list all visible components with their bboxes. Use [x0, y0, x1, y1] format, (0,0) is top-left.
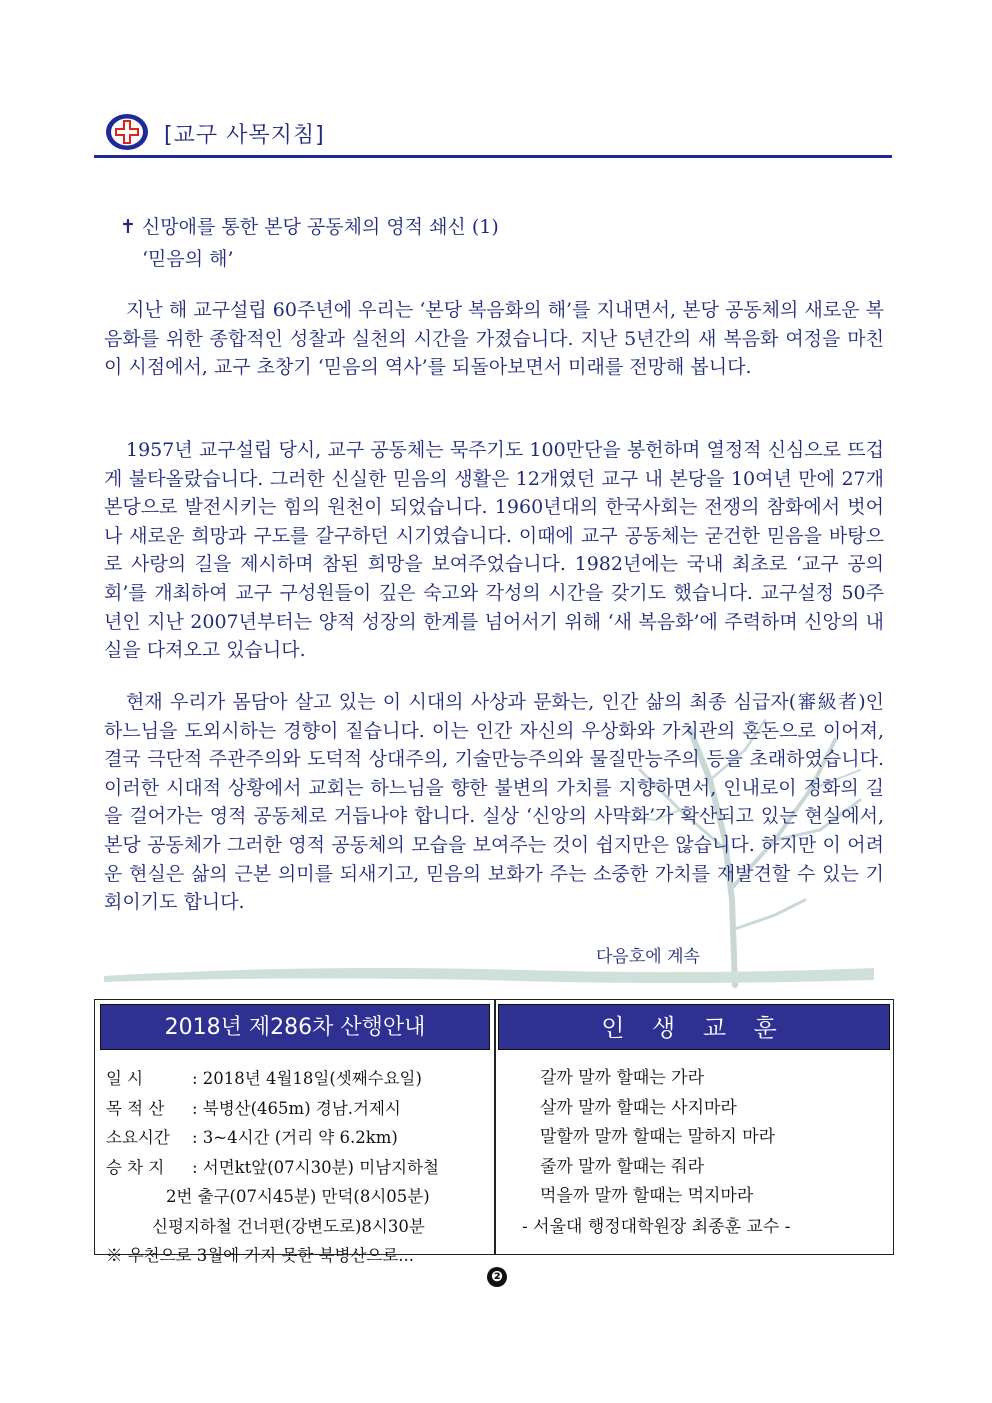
continued-note: 다음호에 계속: [596, 947, 700, 967]
hike-extra-line: 2번 출구(07시45분) 만덕(8시05분): [166, 1187, 430, 1206]
cross-icon: ✝: [120, 216, 136, 238]
lesson-line: 말할까 말까 할때는 말하지 마라: [540, 1127, 776, 1147]
article-paragraph-1: 지난 해 교구설립 60주년에 우리는 ‘본당 복음화의 해’를 지내면서, 본당 공동체의 새로운 복음화를 위한 종합적인 성찰과 실천의 시간을 가졌습니다. 지난 5년간의 새 복음화 여정을 마친 이 시점에서, 교구 초창기 ‘믿음의 역사’를 되돌아보면서 미래를 전망해 봅니다.: [104, 299, 884, 379]
article-subtitle: ‘믿음의 해’: [142, 248, 234, 270]
hike-banner: 2018년 제286차 산행안내: [100, 1004, 490, 1050]
hike-row-label: 소요시간: [106, 1128, 170, 1147]
hike-row-value: : 3~4시간 (거리 약 6.2km): [192, 1128, 398, 1147]
lesson-banner: 인 생 교 훈: [498, 1004, 890, 1050]
hike-row: [106, 1064, 488, 1094]
lesson-lines: [540, 1064, 775, 1212]
lesson-author: - 서울대 행정대학원장 최종훈 교수 -: [522, 1217, 791, 1237]
ground-decoration: [104, 962, 874, 986]
hike-row-label: 승 차 지: [106, 1157, 165, 1177]
hike-row-label: 목 적 산: [106, 1098, 165, 1118]
lesson-line: 살까 말까 할때는 사지마라: [540, 1097, 737, 1118]
lesson-line: 먹을까 말까 할때는 먹지마라: [540, 1186, 754, 1206]
lesson-line: 줄까 말까 할때는 줘라: [540, 1156, 705, 1177]
article-title: [120, 212, 499, 239]
hike-extra-line: 신평지하철 건너편(강변도로)8시30분: [152, 1216, 425, 1236]
page-header: [104, 112, 892, 158]
article-paragraph-3: 현재 우리가 몸담아 살고 있는 이 시대의 사상과 문화는, 인간 삶의 최종 심급자(審級者)인 하느님을 도외시하는 경향이 짙습니다. 이는 인간 자신의 우상화와 가치관의 혼돈으로 이어져, 결국 극단적 주관주의와 도덕적 상대주의, 기술만능주의와 물질만능주의 등을 초래하였습니다. 이러한 시대적 상황에서 교회는 하느님을 향한 불변의 가치를 지향하면서, 인내로이 정화의 길을 걸어가는 영적 공동체로 거듭나야 합니다. 실상 ‘신앙의 사막화’가 확산되고 있는 현실에서, 본당 공동체가 그러한 영적 공동체의 모습을 보여주는 것이 쉽지만은 않습니다. 하지만 이 어려운 현실은 삶의 근본 의미를 되새기고, 믿음의 보화가 주는 소중한 가치를 재발견할 수 있는 기회이기도 합니다.: [104, 691, 884, 914]
info-box-divider: [494, 999, 496, 1255]
hike-row: [106, 1123, 488, 1153]
page-number: ❷: [487, 1267, 507, 1287]
hike-row: [106, 1094, 488, 1124]
lesson-line: 갈까 말까 할때는 가라: [540, 1068, 705, 1088]
article-paragraph-2: 1957년 교구설립 당시, 교구 공동체는 묵주기도 100만단을 봉헌하며 열정적 신심으로 뜨겁게 불타올랐습니다. 그러한 신실한 믿음의 생활은 12개였던 교구 내 본당을 10여년 만에 27개 본당으로 발전시키는 힘의 원천이 되었습니다. 1960년대의 한국사회는 전쟁의 참화에서 벗어나 새로운 희망과 구도를 갈구하던 시기였습니다. 이때에 교구 공동체는 굳건한 믿음을 바탕으로 사랑의 길을 제시하며 참된 희망을 보여주었습니다. 1982년에는 국내 최초로 ‘교구 공의회’를 개최하여 교구 구성원들이 깊은 숙고와 각성의 시간을 갖기도 했습니다. 교구설정 50주년인 지난 2007년부터는 양적 성장의 한계를 넘어서기 위해 ‘새 복음화’에 주력하며 신앙의 내실을 다져오고 있습니다.: [104, 439, 884, 662]
hike-row: [106, 1153, 488, 1183]
hike-row-value: : 2018년 4월18일(셋째수요일): [192, 1069, 422, 1088]
hike-note: ※ 우천으로 3월에 가지 못한 북병산으로...: [106, 1246, 415, 1265]
hike-row-label: 일 시: [106, 1069, 144, 1088]
article-title-text: 신망애를 통한 본당 공동체의 영적 쇄신 (1): [141, 216, 499, 238]
diocese-logo-icon: [104, 112, 150, 152]
hike-row-value: : 북병산(465m) 경남.거제시: [192, 1098, 401, 1118]
header-divider: [94, 155, 892, 158]
hike-details: [106, 1064, 488, 1271]
hike-row-value: : 서면kt앞(07시30분) 미남지하철: [192, 1157, 439, 1177]
section-title: [교구 사목지침]: [164, 123, 325, 148]
